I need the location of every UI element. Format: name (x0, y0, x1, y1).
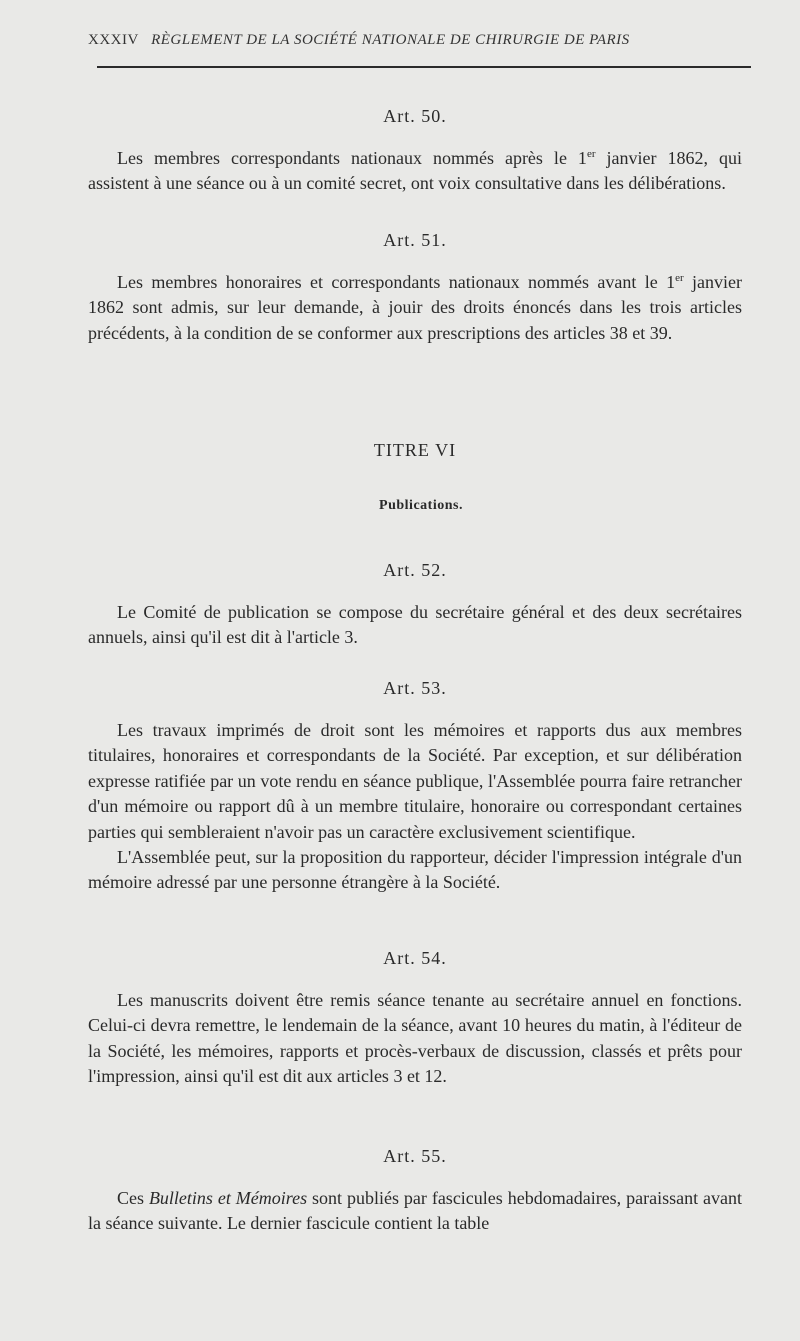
article-50-heading: Art. 50. (383, 106, 447, 126)
article-54-body (88, 988, 742, 1090)
running-title: RÈGLEMENT DE LA SOCIÉTÉ NATIONALE DE CHIRURGIE DE PARIS (151, 32, 630, 48)
article-53-text-1: Les travaux imprimés de droit sont les mémoires et rapports dus aux membres titulaires, honoraires et correspondants de la Société. Par exception, et sur délibération expresse ratifiée par un vote rendu en séance publique, l'Assemblée pourra faire retrancher d'un mémoire ou rapport dû à un membre titulaire, honoraire ou correspondant certaines parties qui sembleraient n'avoir pas un caractère exclusivement scientifique. (88, 720, 742, 842)
article-54-heading: Art. 54. (383, 948, 447, 968)
article-55-text (88, 1186, 742, 1237)
article-51-body (88, 270, 742, 346)
header-rule (97, 66, 751, 68)
article-50-body (88, 146, 742, 197)
article-53-heading: Art. 53. (383, 678, 447, 698)
article-50-text: Les membres correspondants nationaux nommés après le 1er janvier 1862, qui assistent à une séance ou à un comité secret, ont voix consultative dans les délibérations. (88, 148, 742, 194)
article-52-heading: Art. 52. (383, 560, 447, 580)
article-51-heading: Art. 51. (383, 230, 447, 250)
article-54-text: Les manuscrits doivent être remis séance tenante au secrétaire annuel en fonctions. Celui-ci devra remettre, le lendemain de la séance, avant 10 heures du matin, à l'éditeur de la Société, les mémoires, rapports et procès-verbaux de discussion, classés et prêts pour l'impression, ainsi qu'il est dit aux articles 3 et 12. (88, 990, 742, 1087)
article-55-lead: Ces (117, 1188, 149, 1208)
page-number: XXXIV (88, 32, 139, 48)
article-55-italic-title: Bulletins et Mémoires (148, 1188, 308, 1208)
article-55-rest: sont publiés par fascicules hebdomadaires, paraissant avant la séance suivante. Le dernier fascicule contient la table (88, 1188, 742, 1234)
article-53-body (88, 718, 742, 896)
article-53-text-2: L'Assemblée peut, sur la proposition du rapporteur, décider l'impression intégrale d'un mémoire adressé par une personne étrangère à la Société. (88, 847, 742, 893)
article-55-heading: Art. 55. (383, 1146, 447, 1166)
titre-subheading: Publications. (379, 498, 463, 513)
titre-heading: TITRE VI (373, 440, 457, 460)
article-52-body (88, 600, 742, 651)
article-55-body (88, 1186, 742, 1237)
article-51-text: Les membres honoraires et correspondants nationaux nommés avant le 1er janvier 1862 sont admis, sur leur demande, à jouir des droits énoncés dans les trois articles précédents, à la condition de se conformer aux prescriptions des articles 38 et 39. (88, 272, 742, 343)
running-header (88, 32, 752, 49)
article-52-text: Le Comité de publication se compose du secrétaire général et des deux secrétaires annuels, ainsi qu'il est dit à l'article 3. (88, 602, 742, 648)
